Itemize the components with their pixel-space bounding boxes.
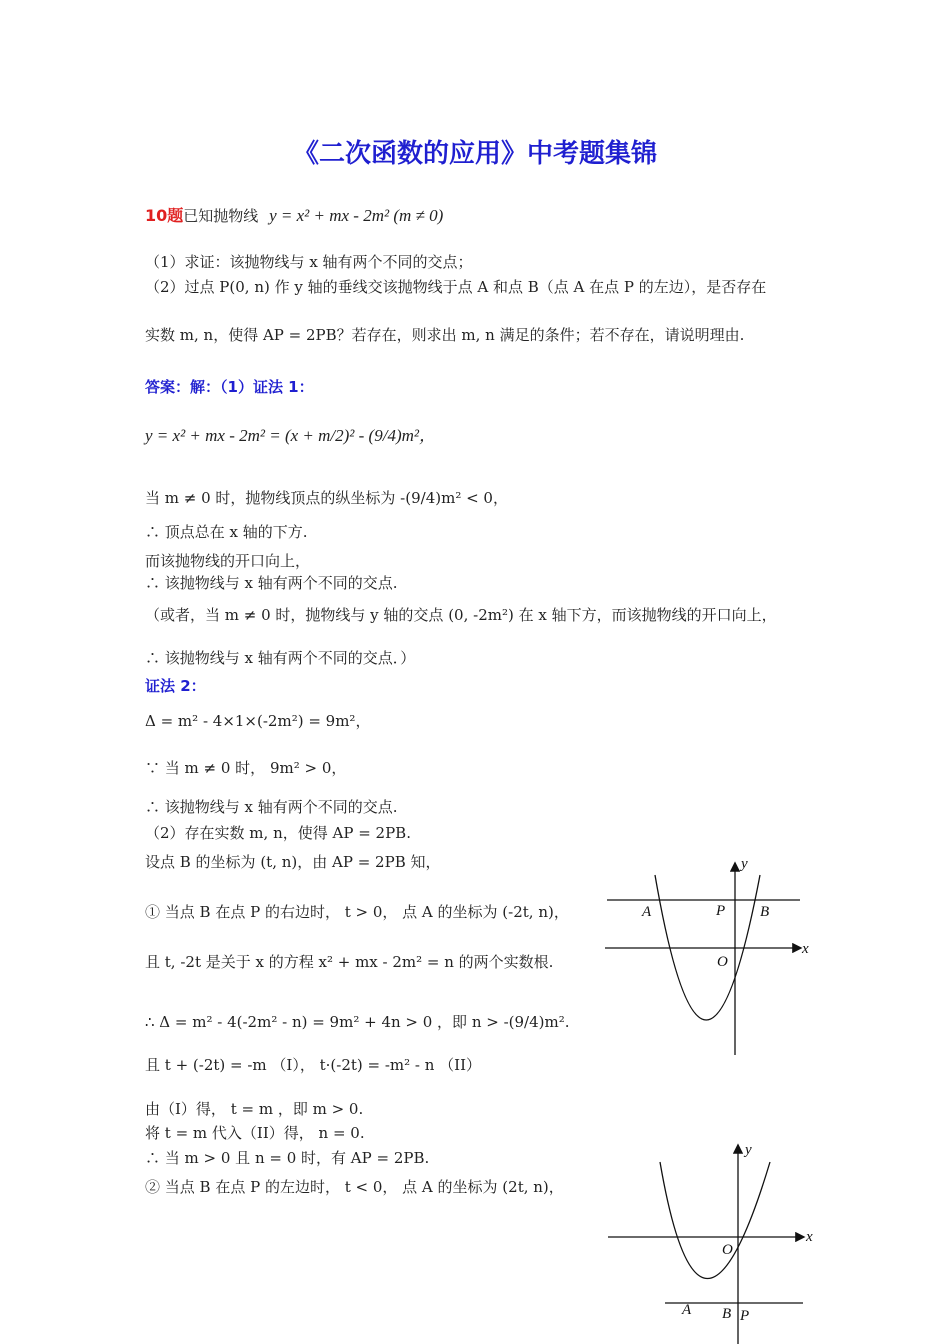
answer-line: （或者，当 m ≠ 0 时，抛物线与 y 轴的交点 (0, -2m²) 在 x 轴下方，而该抛物线的开口向上， [145, 606, 777, 624]
answer-line: ∴ Δ = m² - 4(-2m² - n) = 9m² + 4n > 0 ，即 n > -(9/4)m². [145, 1013, 570, 1031]
label-P: P [716, 903, 726, 919]
problem-equation: y = x² + mx - 2m² (m ≠ 0) [269, 206, 444, 225]
answer-line: y = x² + mx - 2m² = (x + m/2)² - (9/4)m²， [145, 426, 436, 445]
answer-line: ② 当点 B 在点 P 的左边时， t < 0， 点 A 的坐标为 (2t, n)， [145, 1178, 564, 1196]
answer-header: 答案：解：（1）证法 1： [145, 378, 314, 396]
answer-line: ① 当点 B 在点 P 的右边时， t > 0， 点 A 的坐标为 (-2t, n)， [145, 903, 569, 921]
answer-line: 且 t + (-2t) = -m （I）， t·(-2t) = -m² - n （II） [145, 1056, 482, 1074]
question-2-line2: 实数 m, n，使得 AP = 2PB？若存在，则求出 m, n 满足的条件；若不存在，请说明理由. [145, 326, 745, 344]
label-x: x [802, 941, 809, 957]
label-A: A [642, 904, 652, 920]
answer-line: 且 t, -2t 是关于 x 的方程 x² + mx - 2m² = n 的两个实数根. [145, 953, 554, 971]
label-B: B [722, 1306, 732, 1322]
question-1: （1）求证：该抛物线与 x 轴有两个不同的交点； [145, 253, 473, 271]
label-O: O [717, 954, 728, 970]
label-y: y [741, 856, 748, 872]
answer-line: ∴ 该抛物线与 x 轴有两个不同的交点. [145, 574, 398, 592]
figure-1 [595, 850, 825, 1065]
label-A: A [682, 1302, 692, 1318]
label-P: P [740, 1308, 750, 1324]
label-O: O [722, 1242, 733, 1258]
parabola [660, 1162, 770, 1279]
page-title: 《二次函数的应用》中考题集锦 [292, 139, 657, 169]
problem-number: 10题 [145, 206, 184, 225]
answer-line: ∴ 顶点总在 x 轴的下方. [145, 523, 308, 541]
answer-line: 将 t = m 代入（II）得， n = 0. [145, 1124, 365, 1142]
answer-line: （2）存在实数 m, n，使得 AP = 2PB. [145, 824, 411, 842]
answer-line: ∵ 当 m ≠ 0 时， 9m² > 0， [145, 759, 347, 777]
proof2-header: 证法 2： [145, 677, 206, 695]
label-y: y [745, 1142, 752, 1158]
figure-2 [600, 1140, 830, 1344]
problem-intro: 已知抛物线 [183, 207, 259, 225]
answer-line: 当 m ≠ 0 时，抛物线顶点的纵坐标为 -(9/4)m² < 0， [145, 489, 508, 507]
answer-line: 设点 B 的坐标为 (t, n)，由 AP = 2PB 知， [145, 853, 441, 871]
answer-line: Δ = m² - 4×1×(-2m²) = 9m²， [145, 712, 371, 730]
label-x: x [806, 1229, 813, 1245]
answer-line: 而该抛物线的开口向上， [145, 552, 311, 570]
answer-line: ∴ 当 m > 0 且 n = 0 时，有 AP = 2PB. [145, 1149, 430, 1167]
answer-line: 由（I）得， t = m ，即 m > 0. [145, 1100, 364, 1118]
question-2-line1: （2）过点 P(0, n) 作 y 轴的垂线交该抛物线于点 A 和点 B（点 A 在点 P 的左边），是否存在 [145, 278, 767, 296]
answer-line: ∴ 该抛物线与 x 轴有两个不同的交点．） [145, 649, 416, 667]
problem-line [145, 206, 443, 226]
answer-line: ∴ 该抛物线与 x 轴有两个不同的交点. [145, 798, 398, 816]
label-B: B [760, 904, 770, 920]
